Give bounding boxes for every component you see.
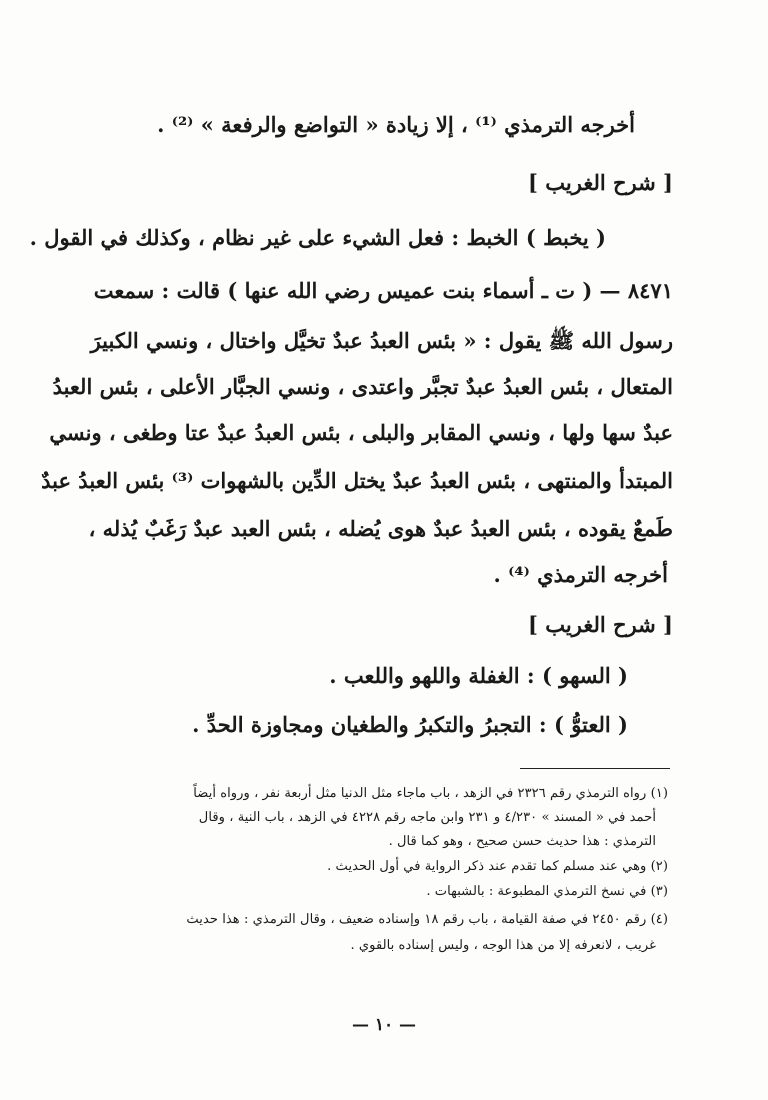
text-line: المبتدأ والمنتهى ، بئس العبدُ عبدٌ يختل الدِّين بالشهوات ⁽³⁾ بئس العبدُ عبدٌ xyxy=(41,468,673,493)
text-line: أخرجه الترمذي ⁽⁴⁾ . xyxy=(493,562,668,587)
footnote-line: (١) رواه الترمذي رقم ٢٣٢٦ في الزهد ، باب ماجاء مثل الدنيا مثل أربعة نفر ، ورواه أيضاً xyxy=(193,786,668,801)
footnote-line: (٣) في نسخ الترمذي المطبوعة : بالشبهات . xyxy=(426,884,668,899)
footnote-divider xyxy=(520,768,670,769)
text-line: أخرجه الترمذي ⁽¹⁾ ، إلا زيادة « التواضع والرفعة » ⁽²⁾ . xyxy=(157,112,635,137)
text-line: ( العتوُّ ) : التجبرُ والتكبرُ والطغيان ومجاوزة الحدِّ . xyxy=(192,712,628,737)
section-heading: [ شرح الغريب ] xyxy=(528,612,673,637)
page-number: — ١٠ — xyxy=(351,1015,417,1035)
footnote-line: غريب ، لانعرفه إلا من هذا الوجه ، وليس إسناده بالقوي . xyxy=(350,938,656,953)
text-line: المتعال ، بئس العبدُ عبدٌ تجبَّر واعتدى ، ونسي الجبَّار الأعلى ، بئس العبدُ xyxy=(52,374,673,399)
text-line: عبدٌ سها ولها ، ونسي المقابر والبلى ، بئس العبدُ عبدٌ عتا وطغى ، ونسي xyxy=(49,420,673,445)
text-line: طَمعٌ يقوده ، بئس العبدُ عبدٌ هوى يُضله ، بئس العبد عبدٌ رَغَبٌ يُذله ، xyxy=(88,516,673,541)
text-line: رسول الله ﷺ يقول : « بئس العبدُ عبدٌ تخيَّل واختال ، ونسي الكبيرَ xyxy=(90,328,673,353)
hadith-number-line: ٨٤٧١ — ( ت ـ أسماء بنت عميس رضي الله عنها ) قالت : سمعت xyxy=(93,278,673,303)
footnote-line: (٤) رقم ٢٤٥٠ في صفة القيامة ، باب رقم ١٨ وإسناده ضعيف ، وقال الترمذي : هذا حديث xyxy=(186,912,668,927)
footnote-line: أحمد في « المسند » ٤/٢٣٠ و ٢٣١ وابن ماجه رقم ٤٢٢٨ في الزهد ، باب النية ، وقال xyxy=(198,810,656,825)
footnote-line: (٢) وهي عند مسلم كما تقدم عند ذكر الرواية في أول الحديث . xyxy=(327,859,668,874)
footnote-line: الترمذي : هذا حديث حسن صحيح ، وهو كما قال . xyxy=(388,834,656,849)
text-line: ( السهو ) : الغفلة واللهو واللعب . xyxy=(329,663,628,688)
text-line: ( يخبط ) الخبط : فعل الشيء على غير نظام ، وكذلك في القول . xyxy=(29,225,606,250)
section-heading: [ شرح الغريب ] xyxy=(528,170,673,195)
